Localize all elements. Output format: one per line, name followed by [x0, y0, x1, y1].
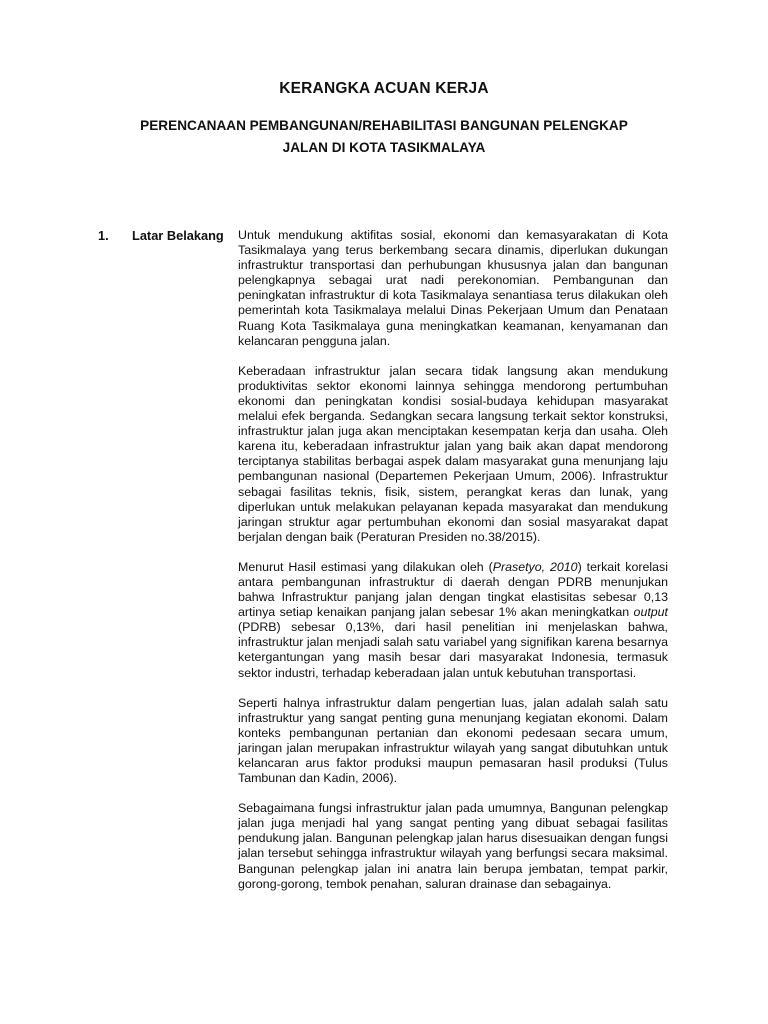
citation-italic: Prasetyo, 2010: [492, 559, 578, 574]
paragraph-5: Sebagaimana fungsi infrastruktur jalan pada umumnya, Bangunan pelengkap jalan juga menjadi hal yang sangat penting yang dibuat sebagai fasilitas pendukung jalan. Bangunan pelengkap jalan harus disesuaikan dengan fungsi jalan tersebut sehingga infrastruktur wilayah yang berfungsi secara maksimal. Bangunan pelengkap jalan ini anatra lain berupa jembatan, tempat parkir, gorong-gorong, tembok penahan, saluran drainase dan sebagainya.: [238, 801, 668, 891]
document-title: KERANGKA ACUAN KERJA: [279, 80, 489, 97]
paragraph-3-part-2: ) terkait korelasi antara pembangunan infrastruktur di daerah dengan PDRB menunjukan bahwa Infrastruktur panjang jalan dengan tingkat elastisitas sebesar 0,13 artinya setiap kenaikan panjang jalan sebesar 1% akan meningkatkan: [238, 559, 668, 620]
subtitle-line-1: PERENCANAAN PEMBANGUNAN/REHABILITASI BANGUNAN PELENGKAP: [140, 118, 628, 133]
section-title: Latar Belakang: [132, 228, 224, 243]
output-italic: output: [633, 605, 668, 620]
section-body: [238, 228, 668, 907]
paragraph-3-part-3: (PDRB) sebesar 0,13%, dari hasil penelitian ini menjelaskan bahwa, infrastruktur jalan menjadi salah satu variabel yang signifikan karena besarnya ketergantungan yang masih besar dari masyarakat Indonesia, termasuk sektor industri, terhadap keberadaan jalan untuk kebutuhan transportasi.: [238, 620, 668, 680]
paragraph-3: [238, 560, 668, 681]
paragraph-3-part-1: Menurut Hasil estimasi yang dilakukan oleh (: [238, 559, 493, 574]
paragraph-2: Keberadaan infrastruktur jalan secara tidak langsung akan mendukung produktivitas sektor ekonomi lainnya sehingga mendorong pertumbuhan ekonomi dan peningkatan kondisi sosial-budaya kehidupan masyarakat melalui efek berganda. Sedangkan secara langsung terkait sektor konstruksi, infrastruktur jalan juga akan menciptakan kesempatan kerja dan usaha. Oleh karena itu, keberadaan infrastruktur jalan yang baik akan dapat mendorong terciptanya stabilitas berbagai aspek dalam masyarakat guna menunjang laju pembangunan nasional (Departemen Pekerjaan Umum, 2006). Infrastruktur sebagai fasilitas teknis, fisik, sistem, perangkat keras dan lunak, yang diperlukan untuk melakukan pelayanan kepada masyarakat dan mendukung jaringan struktur agar pertumbuhan ekonomi dan sosial masyarakat dapat berjalan dengan baik (Peraturan Presiden no.38/2015).: [238, 363, 668, 544]
subtitle-line-2: JALAN DI KOTA TASIKMALAYA: [282, 140, 486, 155]
paragraph-4: Seperti halnya infrastruktur dalam pengertian luas, jalan adalah salah satu infrastruktur yang sangat penting guna menunjang kegiatan ekonomi. Dalam konteks pembangunan pertanian dan ekonomi pedesaan secara umum, jaringan jalan merupakan infrastruktur wilayah yang sangat dibutuhkan untuk kelancaran arus faktor produksi maupun pemasaran hasil produksi (Tulus Tambunan dan Kadin, 2006).: [238, 695, 668, 786]
section-number: 1.: [98, 228, 109, 243]
paragraph-1: Untuk mendukung aktifitas sosial, ekonomi dan kemasyarakatan di Kota Tasikmalaya yang terus berkembang secara dinamis, diperlukan dukungan infrastruktur transportasi dan perhubungan khususnya jalan dan bangunan pelengkapnya sebagai urat nadi perekonomian. Pembangunan dan peningkatan infrastruktur di kota Tasikmalaya senantiasa terus dilakukan oleh pemerintah kota Tasikmalaya melalui Dinas Pekerjaan Umum dan Penataan Ruang Kota Tasikmalaya guna meningkatkan keamanan, kenyamanan dan kelancaran pengguna jalan.: [238, 228, 668, 348]
document-subtitle: [96, 115, 672, 159]
